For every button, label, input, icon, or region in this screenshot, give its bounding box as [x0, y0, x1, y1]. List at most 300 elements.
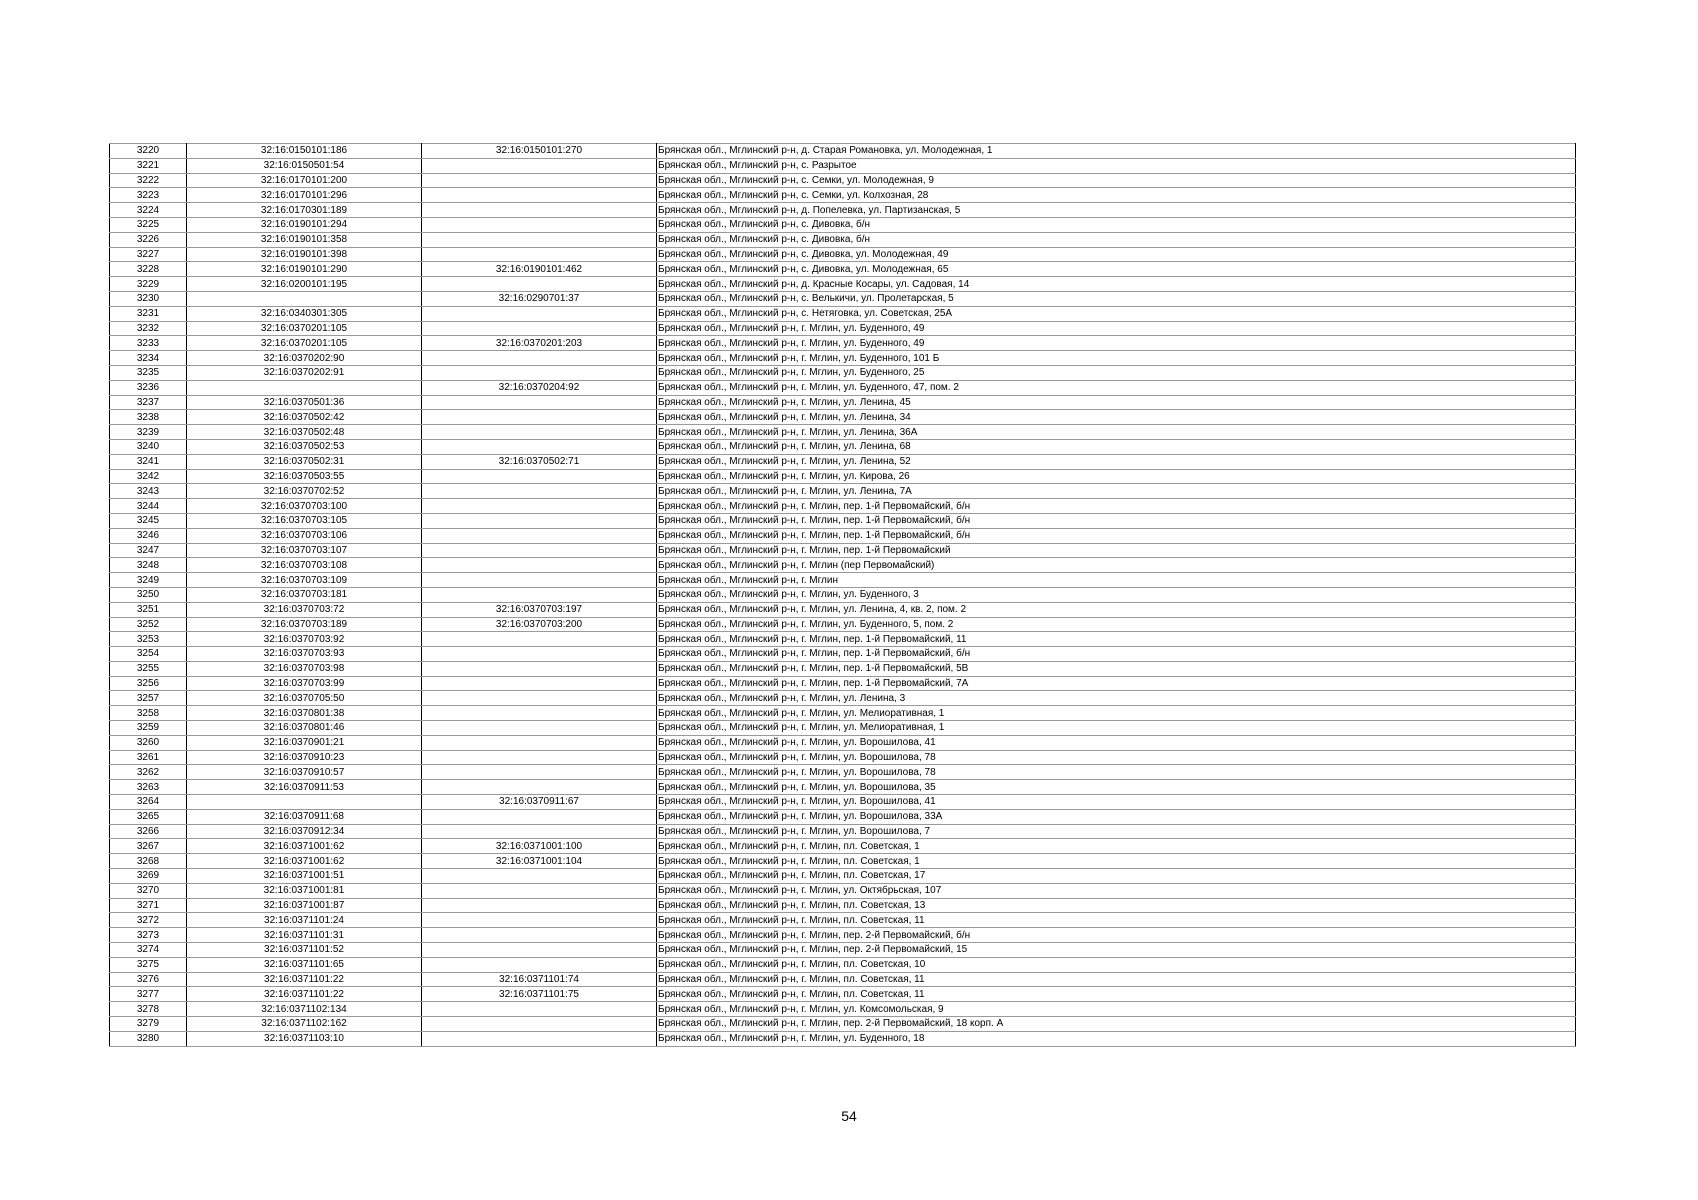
row-number-cell: 3260 [110, 735, 187, 750]
secondary-cadastral-number-cell [422, 765, 657, 780]
row-number-cell: 3239 [110, 425, 187, 440]
cadastral-number-cell: 32:16:0170301:189 [187, 203, 422, 218]
table-row [110, 499, 1576, 514]
secondary-cadastral-number-cell [422, 721, 657, 736]
secondary-cadastral-number-cell [422, 809, 657, 824]
table-row [110, 410, 1576, 425]
address-cell: Брянская обл., Мглинский р-н, г. Мглин, пл. Советская, 17 [657, 869, 1576, 884]
secondary-cadastral-number-cell [422, 395, 657, 410]
table-row [110, 528, 1576, 543]
secondary-cadastral-number-cell [422, 277, 657, 292]
row-number-cell: 3245 [110, 513, 187, 528]
address-cell: Брянская обл., Мглинский р-н, г. Мглин, пл. Советская, 11 [657, 972, 1576, 987]
row-number-cell: 3228 [110, 262, 187, 277]
table-row [110, 425, 1576, 440]
cadastral-number-cell: 32:16:0190101:398 [187, 247, 422, 262]
cadastral-number-cell: 32:16:0370502:53 [187, 439, 422, 454]
row-number-cell: 3273 [110, 928, 187, 943]
secondary-cadastral-number-cell [422, 587, 657, 602]
secondary-cadastral-number-cell: 32:16:0370703:200 [422, 617, 657, 632]
row-number-cell: 3236 [110, 380, 187, 395]
row-number-cell: 3226 [110, 232, 187, 247]
row-number-cell: 3231 [110, 306, 187, 321]
row-number-cell: 3269 [110, 869, 187, 884]
secondary-cadastral-number-cell [422, 232, 657, 247]
row-number-cell: 3279 [110, 1017, 187, 1032]
secondary-cadastral-number-cell [422, 543, 657, 558]
secondary-cadastral-number-cell [422, 661, 657, 676]
cadastral-number-cell: 32:16:0150501:54 [187, 158, 422, 173]
row-number-cell: 3262 [110, 765, 187, 780]
cadastral-number-cell: 32:16:0371001:87 [187, 898, 422, 913]
secondary-cadastral-number-cell [422, 528, 657, 543]
address-cell: Брянская обл., Мглинский р-н, г. Мглин, ул. Кирова, 26 [657, 469, 1576, 484]
row-number-cell: 3264 [110, 795, 187, 810]
secondary-cadastral-number-cell [422, 410, 657, 425]
row-number-cell: 3241 [110, 454, 187, 469]
address-cell: Брянская обл., Мглинский р-н, с. Дивовка, б/н [657, 232, 1576, 247]
row-number-cell: 3252 [110, 617, 187, 632]
cadastral-number-cell: 32:16:0371001:51 [187, 869, 422, 884]
cadastral-number-cell: 32:16:0371101:31 [187, 928, 422, 943]
secondary-cadastral-number-cell [422, 750, 657, 765]
row-number-cell: 3229 [110, 277, 187, 292]
table-row [110, 780, 1576, 795]
address-cell: Брянская обл., Мглинский р-н, г. Мглин, ул. Буденного, 3 [657, 587, 1576, 602]
table-row [110, 380, 1576, 395]
table-row [110, 972, 1576, 987]
secondary-cadastral-number-cell [422, 824, 657, 839]
cadastral-number-cell: 32:16:0370703:98 [187, 661, 422, 676]
secondary-cadastral-number-cell [422, 647, 657, 662]
row-number-cell: 3275 [110, 957, 187, 972]
secondary-cadastral-number-cell: 32:16:0370204:92 [422, 380, 657, 395]
secondary-cadastral-number-cell [422, 573, 657, 588]
table-row [110, 277, 1576, 292]
address-cell: Брянская обл., Мглинский р-н, г. Мглин, пер. 2-й Первомайский, б/н [657, 928, 1576, 943]
row-number-cell: 3237 [110, 395, 187, 410]
table-row [110, 173, 1576, 188]
secondary-cadastral-number-cell: 32:16:0290701:37 [422, 291, 657, 306]
cadastral-number-cell: 32:16:0371102:162 [187, 1017, 422, 1032]
cadastral-number-cell: 32:16:0370201:105 [187, 321, 422, 336]
row-number-cell: 3244 [110, 499, 187, 514]
cadastral-number-cell: 32:16:0370910:23 [187, 750, 422, 765]
cadastral-number-cell: 32:16:0370705:50 [187, 691, 422, 706]
address-cell: Брянская обл., Мглинский р-н, г. Мглин, пер. 1-й Первомайский, 7А [657, 676, 1576, 691]
table-row [110, 158, 1576, 173]
secondary-cadastral-number-cell [422, 173, 657, 188]
address-cell: Брянская обл., Мглинский р-н, г. Мглин, пер. 1-й Первомайский, б/н [657, 528, 1576, 543]
row-number-cell: 3220 [110, 144, 187, 159]
address-cell: Брянская обл., Мглинский р-н, г. Мглин, ул. Ворошилова, 78 [657, 750, 1576, 765]
secondary-cadastral-number-cell: 32:16:0371001:104 [422, 854, 657, 869]
cadastral-number-cell: 32:16:0371101:22 [187, 972, 422, 987]
secondary-cadastral-number-cell [422, 469, 657, 484]
table-row [110, 1031, 1576, 1046]
cadastral-number-cell: 32:16:0370703:189 [187, 617, 422, 632]
secondary-cadastral-number-cell [422, 158, 657, 173]
table-row [110, 617, 1576, 632]
secondary-cadastral-number-cell [422, 558, 657, 573]
row-number-cell: 3249 [110, 573, 187, 588]
secondary-cadastral-number-cell [422, 913, 657, 928]
row-number-cell: 3234 [110, 351, 187, 366]
table-row [110, 721, 1576, 736]
table-row [110, 869, 1576, 884]
address-cell: Брянская обл., Мглинский р-н, д. Красные Косары, ул. Садовая, 14 [657, 277, 1576, 292]
address-cell: Брянская обл., Мглинский р-н, с. Нетяговка, ул. Советская, 25А [657, 306, 1576, 321]
secondary-cadastral-number-cell [422, 484, 657, 499]
row-number-cell: 3261 [110, 750, 187, 765]
address-cell: Брянская обл., Мглинский р-н, г. Мглин, ул. Ленина, 36А [657, 425, 1576, 440]
table-row [110, 573, 1576, 588]
address-cell: Брянская обл., Мглинский р-н, г. Мглин, пл. Советская, 10 [657, 957, 1576, 972]
table-row [110, 809, 1576, 824]
table-row [110, 587, 1576, 602]
table-row [110, 321, 1576, 336]
cadastral-number-cell: 32:16:0370910:57 [187, 765, 422, 780]
address-cell: Брянская обл., Мглинский р-н, г. Мглин, пл. Советская, 11 [657, 987, 1576, 1002]
cadastral-number-cell: 32:16:0370801:46 [187, 721, 422, 736]
table-row [110, 188, 1576, 203]
row-number-cell: 3230 [110, 291, 187, 306]
table-row [110, 898, 1576, 913]
row-number-cell: 3246 [110, 528, 187, 543]
row-number-cell: 3255 [110, 661, 187, 676]
address-cell: Брянская обл., Мглинский р-н, г. Мглин, ул. Буденного, 25 [657, 365, 1576, 380]
cadastral-number-cell: 32:16:0371101:24 [187, 913, 422, 928]
row-number-cell: 3256 [110, 676, 187, 691]
address-cell: Брянская обл., Мглинский р-н, г. Мглин, ул. Мелиоративная, 1 [657, 721, 1576, 736]
secondary-cadastral-number-cell: 32:16:0150101:270 [422, 144, 657, 159]
cadastral-number-cell: 32:16:0370801:38 [187, 706, 422, 721]
secondary-cadastral-number-cell [422, 188, 657, 203]
row-number-cell: 3254 [110, 647, 187, 662]
table-row [110, 439, 1576, 454]
cadastral-number-cell: 32:16:0200101:195 [187, 277, 422, 292]
address-cell: Брянская обл., Мглинский р-н, г. Мглин, ул. Буденного, 47, пом. 2 [657, 380, 1576, 395]
row-number-cell: 3243 [110, 484, 187, 499]
table-row [110, 661, 1576, 676]
address-cell: Брянская обл., Мглинский р-н, г. Мглин, ул. Ворошилова, 33А [657, 809, 1576, 824]
cadastral-number-cell: 32:16:0370703:108 [187, 558, 422, 573]
cadastral-number-cell: 32:16:0370503:55 [187, 469, 422, 484]
row-number-cell: 3232 [110, 321, 187, 336]
table-row [110, 676, 1576, 691]
row-number-cell: 3250 [110, 587, 187, 602]
table-body [110, 144, 1576, 1047]
table-row [110, 247, 1576, 262]
cadastral-number-cell: 32:16:0190101:294 [187, 217, 422, 232]
secondary-cadastral-number-cell [422, 306, 657, 321]
table-row [110, 203, 1576, 218]
table-row [110, 217, 1576, 232]
address-cell: Брянская обл., Мглинский р-н, с. Дивовка, б/н [657, 217, 1576, 232]
address-cell: Брянская обл., Мглинский р-н, г. Мглин [657, 573, 1576, 588]
address-cell: Брянская обл., Мглинский р-н, г. Мглин, ул. Мелиоративная, 1 [657, 706, 1576, 721]
address-cell: Брянская обл., Мглинский р-н, д. Попелевка, ул. Партизанская, 5 [657, 203, 1576, 218]
row-number-cell: 3240 [110, 439, 187, 454]
secondary-cadastral-number-cell: 32:16:0370911:67 [422, 795, 657, 810]
cadastral-number-cell: 32:16:0370502:42 [187, 410, 422, 425]
cadastral-number-cell: 32:16:0370703:181 [187, 587, 422, 602]
row-number-cell: 3258 [110, 706, 187, 721]
row-number-cell: 3227 [110, 247, 187, 262]
address-cell: Брянская обл., Мглинский р-н, г. Мглин, ул. Ленина, 68 [657, 439, 1576, 454]
table-row [110, 558, 1576, 573]
row-number-cell: 3280 [110, 1031, 187, 1046]
secondary-cadastral-number-cell [422, 706, 657, 721]
cadastral-number-cell: 32:16:0170101:296 [187, 188, 422, 203]
table-row [110, 484, 1576, 499]
table-row [110, 647, 1576, 662]
table-row [110, 824, 1576, 839]
address-cell: Брянская обл., Мглинский р-н, с. Разрытое [657, 158, 1576, 173]
table-row [110, 351, 1576, 366]
address-cell: Брянская обл., Мглинский р-н, с. Дивовка, ул. Молодежная, 49 [657, 247, 1576, 262]
table-row [110, 395, 1576, 410]
table-row [110, 144, 1576, 159]
address-cell: Брянская обл., Мглинский р-н, г. Мглин, пер. 1-й Первомайский [657, 543, 1576, 558]
cadastral-number-cell: 32:16:0370703:106 [187, 528, 422, 543]
row-number-cell: 3223 [110, 188, 187, 203]
address-cell: Брянская обл., Мглинский р-н, г. Мглин, пер. 1-й Первомайский, б/н [657, 647, 1576, 662]
row-number-cell: 3259 [110, 721, 187, 736]
cadastral-number-cell: 32:16:0370502:48 [187, 425, 422, 440]
table-row [110, 454, 1576, 469]
secondary-cadastral-number-cell: 32:16:0370502:71 [422, 454, 657, 469]
cadastral-number-cell: 32:16:0370703:105 [187, 513, 422, 528]
address-cell: Брянская обл., Мглинский р-н, с. Семки, ул. Молодежная, 9 [657, 173, 1576, 188]
address-cell: Брянская обл., Мглинский р-н, г. Мглин, ул. Буденного, 18 [657, 1031, 1576, 1046]
secondary-cadastral-number-cell [422, 1031, 657, 1046]
cadastral-number-cell: 32:16:0371102:134 [187, 1002, 422, 1017]
table-row [110, 1002, 1576, 1017]
row-number-cell: 3276 [110, 972, 187, 987]
row-number-cell: 3251 [110, 602, 187, 617]
cadastral-number-cell: 32:16:0370703:100 [187, 499, 422, 514]
address-cell: Брянская обл., Мглинский р-н, г. Мглин, ул. Ворошилова, 7 [657, 824, 1576, 839]
row-number-cell: 3225 [110, 217, 187, 232]
address-cell: Брянская обл., Мглинский р-н, г. Мглин, ул. Октябрьская, 107 [657, 883, 1576, 898]
cadastral-number-cell [187, 795, 422, 810]
secondary-cadastral-number-cell: 32:16:0371001:100 [422, 839, 657, 854]
address-cell: Брянская обл., Мглинский р-н, г. Мглин, пл. Советская, 1 [657, 854, 1576, 869]
secondary-cadastral-number-cell: 32:16:0370703:197 [422, 602, 657, 617]
row-number-cell: 3270 [110, 883, 187, 898]
secondary-cadastral-number-cell [422, 425, 657, 440]
secondary-cadastral-number-cell [422, 928, 657, 943]
secondary-cadastral-number-cell [422, 203, 657, 218]
address-cell: Брянская обл., Мглинский р-н, г. Мглин, ул. Ворошилова, 41 [657, 735, 1576, 750]
address-cell: Брянская обл., Мглинский р-н, г. Мглин, ул. Буденного, 49 [657, 321, 1576, 336]
secondary-cadastral-number-cell [422, 943, 657, 958]
row-number-cell: 3278 [110, 1002, 187, 1017]
cadastral-number-cell: 32:16:0150101:186 [187, 144, 422, 159]
cadastral-number-cell: 32:16:0340301:305 [187, 306, 422, 321]
secondary-cadastral-number-cell [422, 632, 657, 647]
cadastral-number-cell: 32:16:0370703:109 [187, 573, 422, 588]
table-row [110, 632, 1576, 647]
table-row [110, 306, 1576, 321]
cadastral-number-cell: 32:16:0370202:91 [187, 365, 422, 380]
address-cell: Брянская обл., Мглинский р-н, г. Мглин, ул. Ворошилова, 41 [657, 795, 1576, 810]
row-number-cell: 3263 [110, 780, 187, 795]
row-number-cell: 3271 [110, 898, 187, 913]
secondary-cadastral-number-cell [422, 883, 657, 898]
address-cell: Брянская обл., Мглинский р-н, г. Мглин, ул. Ленина, 4, кв. 2, пом. 2 [657, 602, 1576, 617]
address-cell: Брянская обл., Мглинский р-н, г. Мглин, ул. Комсомольская, 9 [657, 1002, 1576, 1017]
secondary-cadastral-number-cell [422, 351, 657, 366]
secondary-cadastral-number-cell [422, 957, 657, 972]
secondary-cadastral-number-cell [422, 691, 657, 706]
table-row [110, 795, 1576, 810]
cadastral-number-cell: 32:16:0190101:358 [187, 232, 422, 247]
table-row [110, 928, 1576, 943]
property-table [109, 143, 1576, 1047]
address-cell: Брянская обл., Мглинский р-н, г. Мглин (пер Первомайский) [657, 558, 1576, 573]
table-row [110, 883, 1576, 898]
address-cell: Брянская обл., Мглинский р-н, г. Мглин, ул. Ворошилова, 35 [657, 780, 1576, 795]
row-number-cell: 3272 [110, 913, 187, 928]
row-number-cell: 3242 [110, 469, 187, 484]
table-row [110, 706, 1576, 721]
row-number-cell: 3267 [110, 839, 187, 854]
cadastral-number-cell: 32:16:0370702:52 [187, 484, 422, 499]
table-row [110, 943, 1576, 958]
table-row [110, 839, 1576, 854]
cadastral-number-cell: 32:16:0370202:90 [187, 351, 422, 366]
address-cell: Брянская обл., Мглинский р-н, г. Мглин, пл. Советская, 13 [657, 898, 1576, 913]
cadastral-number-cell: 32:16:0370201:105 [187, 336, 422, 351]
table-row [110, 987, 1576, 1002]
table-row [110, 1017, 1576, 1032]
cadastral-number-cell: 32:16:0371101:52 [187, 943, 422, 958]
address-cell: Брянская обл., Мглинский р-н, г. Мглин, ул. Ленина, 3 [657, 691, 1576, 706]
table-row [110, 765, 1576, 780]
row-number-cell: 3238 [110, 410, 187, 425]
row-number-cell: 3235 [110, 365, 187, 380]
cadastral-number-cell: 32:16:0371001:81 [187, 883, 422, 898]
table-row [110, 262, 1576, 277]
secondary-cadastral-number-cell [422, 217, 657, 232]
table-row [110, 750, 1576, 765]
address-cell: Брянская обл., Мглинский р-н, г. Мглин, ул. Буденного, 101 Б [657, 351, 1576, 366]
cadastral-number-cell: 32:16:0370911:53 [187, 780, 422, 795]
row-number-cell: 3247 [110, 543, 187, 558]
row-number-cell: 3221 [110, 158, 187, 173]
table-row [110, 691, 1576, 706]
row-number-cell: 3266 [110, 824, 187, 839]
address-cell: Брянская обл., Мглинский р-н, г. Мглин, ул. Ленина, 52 [657, 454, 1576, 469]
address-cell: Брянская обл., Мглинский р-н, г. Мглин, ул. Буденного, 5, пом. 2 [657, 617, 1576, 632]
row-number-cell: 3265 [110, 809, 187, 824]
secondary-cadastral-number-cell: 32:16:0190101:462 [422, 262, 657, 277]
secondary-cadastral-number-cell [422, 365, 657, 380]
cadastral-number-cell: 32:16:0371101:22 [187, 987, 422, 1002]
secondary-cadastral-number-cell: 32:16:0370201:203 [422, 336, 657, 351]
address-cell: Брянская обл., Мглинский р-н, г. Мглин, пер. 1-й Первомайский, 11 [657, 632, 1576, 647]
table-row [110, 365, 1576, 380]
table-row [110, 469, 1576, 484]
address-cell: Брянская обл., Мглинский р-н, г. Мглин, пл. Советская, 11 [657, 913, 1576, 928]
secondary-cadastral-number-cell [422, 780, 657, 795]
address-cell: Брянская обл., Мглинский р-н, д. Старая Романовка, ул. Молодежная, 1 [657, 144, 1576, 159]
cadastral-number-cell: 32:16:0370901:21 [187, 735, 422, 750]
address-cell: Брянская обл., Мглинский р-н, г. Мглин, ул. Ленина, 34 [657, 410, 1576, 425]
table-row [110, 291, 1576, 306]
row-number-cell: 3222 [110, 173, 187, 188]
address-cell: Брянская обл., Мглинский р-н, г. Мглин, ул. Буденного, 49 [657, 336, 1576, 351]
secondary-cadastral-number-cell [422, 1002, 657, 1017]
address-cell: Брянская обл., Мглинский р-н, г. Мглин, пер. 1-й Первомайский, б/н [657, 499, 1576, 514]
secondary-cadastral-number-cell: 32:16:0371101:74 [422, 972, 657, 987]
address-cell: Брянская обл., Мглинский р-н, г. Мглин, пер. 2-й Первомайский, 15 [657, 943, 1576, 958]
address-cell: Брянская обл., Мглинский р-н, г. Мглин, пл. Советская, 1 [657, 839, 1576, 854]
cadastral-number-cell: 32:16:0370703:92 [187, 632, 422, 647]
address-cell: Брянская обл., Мглинский р-н, с. Дивовка, ул. Молодежная, 65 [657, 262, 1576, 277]
address-cell: Брянская обл., Мглинский р-н, г. Мглин, пер. 1-й Первомайский, 5В [657, 661, 1576, 676]
table-row [110, 735, 1576, 750]
cadastral-number-cell: 32:16:0370703:93 [187, 647, 422, 662]
cadastral-number-cell: 32:16:0370703:107 [187, 543, 422, 558]
secondary-cadastral-number-cell: 32:16:0371101:75 [422, 987, 657, 1002]
secondary-cadastral-number-cell [422, 513, 657, 528]
cadastral-number-cell [187, 380, 422, 395]
address-cell: Брянская обл., Мглинский р-н, г. Мглин, ул. Ленина, 45 [657, 395, 1576, 410]
table-row [110, 854, 1576, 869]
secondary-cadastral-number-cell [422, 676, 657, 691]
row-number-cell: 3277 [110, 987, 187, 1002]
secondary-cadastral-number-cell [422, 321, 657, 336]
address-cell: Брянская обл., Мглинский р-н, г. Мглин, пер. 1-й Первомайский, б/н [657, 513, 1576, 528]
row-number-cell: 3253 [110, 632, 187, 647]
row-number-cell: 3274 [110, 943, 187, 958]
table-row [110, 513, 1576, 528]
row-number-cell: 3268 [110, 854, 187, 869]
row-number-cell: 3233 [110, 336, 187, 351]
secondary-cadastral-number-cell [422, 898, 657, 913]
secondary-cadastral-number-cell [422, 247, 657, 262]
cadastral-number-cell: 32:16:0371101:65 [187, 957, 422, 972]
table-row [110, 336, 1576, 351]
page-number: 54 [841, 1108, 857, 1124]
cadastral-number-cell [187, 291, 422, 306]
secondary-cadastral-number-cell [422, 1017, 657, 1032]
cadastral-number-cell: 32:16:0371001:62 [187, 854, 422, 869]
secondary-cadastral-number-cell [422, 499, 657, 514]
secondary-cadastral-number-cell [422, 735, 657, 750]
address-cell: Брянская обл., Мглинский р-н, г. Мглин, ул. Ленина, 7А [657, 484, 1576, 499]
cadastral-number-cell: 32:16:0370501:36 [187, 395, 422, 410]
table-row [110, 543, 1576, 558]
cadastral-number-cell: 32:16:0370911:68 [187, 809, 422, 824]
row-number-cell: 3257 [110, 691, 187, 706]
cadastral-number-cell: 32:16:0371103:10 [187, 1031, 422, 1046]
cadastral-number-cell: 32:16:0370502:31 [187, 454, 422, 469]
cadastral-number-cell: 32:16:0371001:62 [187, 839, 422, 854]
cadastral-number-cell: 32:16:0170101:200 [187, 173, 422, 188]
table-row [110, 232, 1576, 247]
cadastral-number-cell: 32:16:0370703:99 [187, 676, 422, 691]
table-row [110, 957, 1576, 972]
cadastral-number-cell: 32:16:0190101:290 [187, 262, 422, 277]
secondary-cadastral-number-cell [422, 439, 657, 454]
cadastral-number-cell: 32:16:0370703:72 [187, 602, 422, 617]
table-row [110, 602, 1576, 617]
address-cell: Брянская обл., Мглинский р-н, с. Велькичи, ул. Пролетарская, 5 [657, 291, 1576, 306]
